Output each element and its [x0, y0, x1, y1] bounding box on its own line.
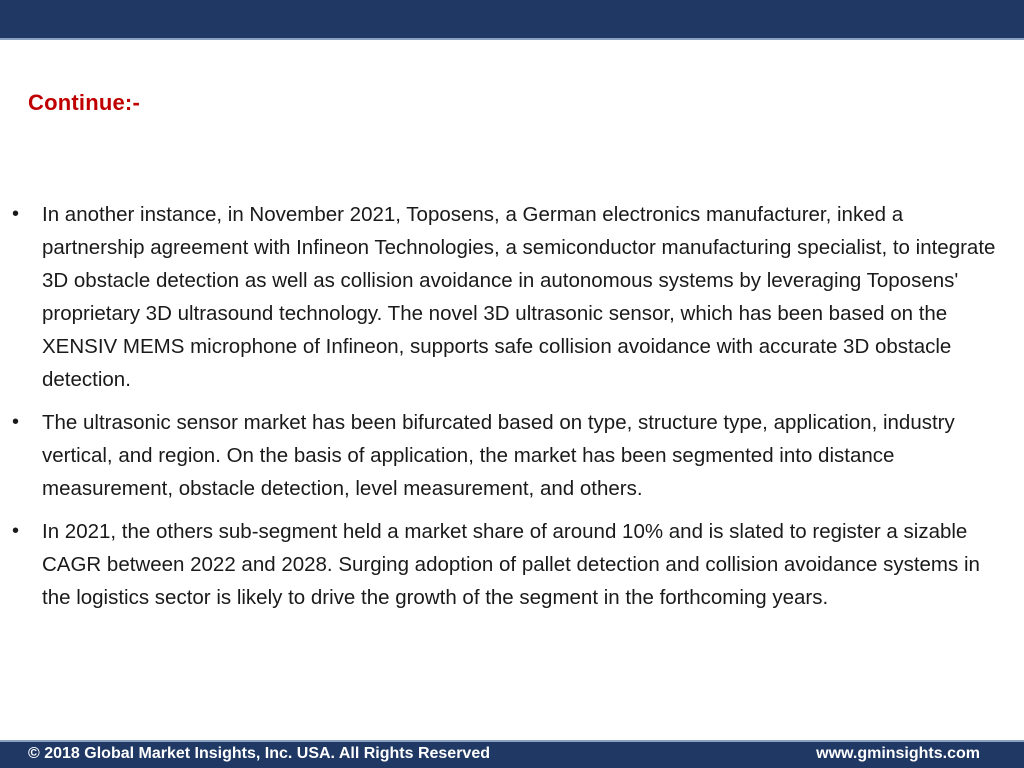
slide-heading: Continue:-	[28, 90, 140, 115]
footer-website-link[interactable]: www.gminsights.com	[816, 745, 980, 762]
top-banner	[0, 0, 1024, 40]
footer-bar	[0, 740, 1024, 768]
bullet-icon: •	[12, 520, 20, 542]
bullet-text: In 2021, the others sub-segment held a market share of around 10% and is slated to register a sizable CAGR between 2022 and 2028. Surging adoption of pallet detection and collision avoidance systems in the logistics sector is likely to drive the growth of the segment in the forthcoming years.	[42, 520, 980, 609]
footer-copyright: © 2018 Global Market Insights, Inc. USA. All Rights Reserved	[28, 745, 490, 762]
bullet-text: The ultrasonic sensor market has been bifurcated based on type, structure type, application, industry vertical, and region. On the basis of application, the market has been segmented into distance measurement, obstacle detection, level measurement, and others.	[42, 411, 955, 500]
bullet-icon: •	[12, 203, 20, 225]
bullet-icon: •	[12, 411, 20, 433]
bullet-item	[0, 515, 1024, 614]
bullet-text: In another instance, in November 2021, Toposens, a German electronics manufacturer, inked a partnership agreement with Infineon Technologies, a semiconductor manufacturing specialist, to integrate 3D obstacle detection as well as collision avoidance in autonomous systems by leveraging Toposens' proprietary 3D ultrasound technology. The novel 3D ultrasonic sensor, which has been based on the XENSIV MEMS microphone of Infineon, supports safe collision avoidance with accurate 3D obstacle detection.	[42, 203, 996, 391]
bullet-list	[0, 198, 1024, 624]
bullet-item	[0, 406, 1024, 505]
bullet-item	[0, 198, 1024, 396]
